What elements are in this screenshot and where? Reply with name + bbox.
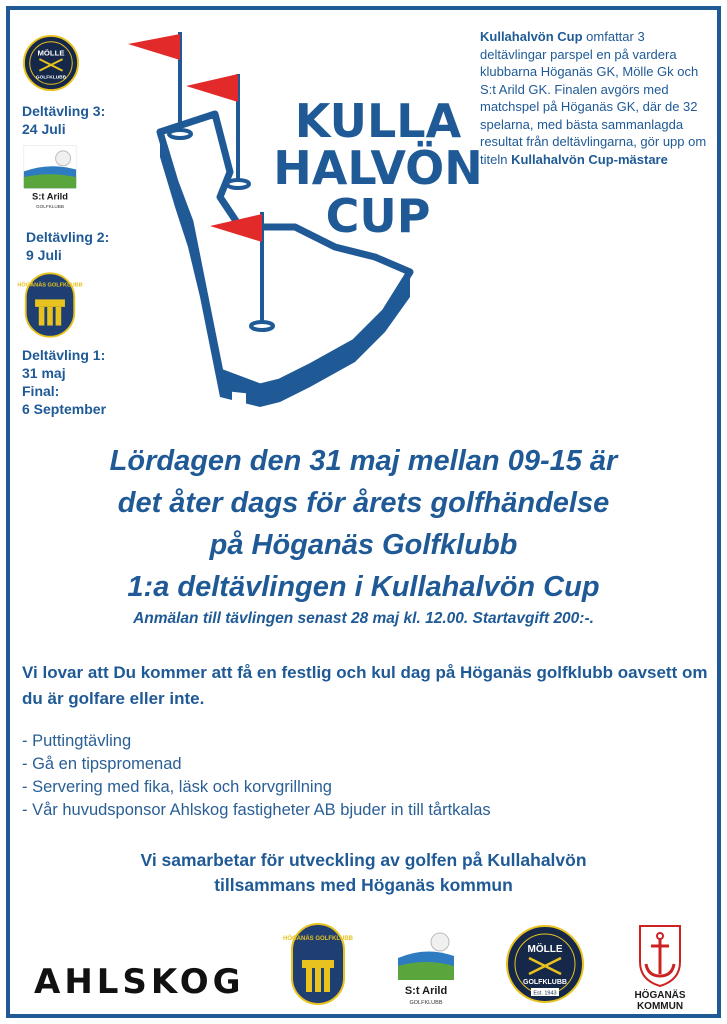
hoganas-logo-text-bottom: HÖGANÄS GOLFKLUBB [283,936,353,942]
kommun-logo-line1: HÖGANÄS [634,990,686,1001]
list-item: - Vår huvudsponsor Ahlskog fastigheter AB bjuder in till tårtkalas [22,801,491,819]
intro-body: omfattar 3 deltävlingar parspel en på vardera klubbarna Höganäs GK, Mölle Gk och S:t Arild GK. Finalen avgörs med matchspel på Höganäs GK, där de 32 spelarna, med bästa sammanlagda resultat från deltävlingarna, gör upp om titeln [480,29,707,167]
closing-statement [16,848,711,898]
intro-bold-cup-name: Kullahalvön Cup [480,29,583,44]
registration-info: Anmälan till tävlingen senast 28 maj kl. 12.00. Startavgift 200:-. [133,610,594,627]
starild-logo-sub-bottom: GOLFKLUBB [409,1000,443,1006]
kullahalvon-cup-graphic [120,22,483,422]
molle-logo-bottom-text: GOLFKLUBB [35,75,67,81]
round1-label: Deltävling 1: [22,347,106,363]
molle-logo-bottom-text-bottom: GOLFKLUBB [523,979,567,986]
list-item: - Puttingtävling [22,732,132,750]
headline-line4: 1:a deltävlingen i Kullahalvön Cup [127,571,600,603]
final-label: Final: [22,383,60,399]
cup-title-line2: HALVÖN [273,141,483,195]
flag-1-icon [128,32,191,138]
intro-bold-title: Kullahalvön Cup-mästare [511,151,668,167]
headline-line1: Lördagen den 31 maj mellan 09-15 är [109,445,618,477]
final-date: 6 September [22,401,107,417]
hoganas-golfklubb-logo-bottom [283,922,353,1006]
headline-line2: det åter dags för årets golfhändelse [117,487,610,519]
cup-intro-text [480,28,712,168]
ahlskog-logo: AHLSKOG [34,962,245,1002]
hoganas-golfklubb-logo [17,270,83,340]
starild-golfklubb-logo-bottom [396,922,456,1008]
activity-list [22,730,712,822]
starild-logo-sub: GOLFKLUBB [36,203,64,209]
starild-golfklubb-logo [22,142,78,212]
list-item: - Servering med fika, läsk och korvgrillning [22,778,332,796]
molle-logo-est: Est. 1943 [533,990,557,997]
event-promise: Vi lovar att Du kommer att få en festlig och kul dag på Höganäs golfklubb oavsett om du är golfare eller inte. [22,663,708,708]
closing-line2: tillsammans med Höganäs kommun [214,875,513,895]
molle-logo-top-text-bottom: MÖLLE [527,944,563,955]
event-body [22,660,712,822]
hoganas-logo-text: HÖGANÄS GOLFKLUBB [17,282,83,289]
molle-golfklubb-logo-bottom [505,924,585,1004]
closing-line1: Vi samarbetar för utveckling av golfen på Kullahalvön [140,850,587,870]
hoganas-kommun-logo [624,922,696,1012]
starild-logo-name-bottom: S:t Arild [404,985,448,997]
round2-date: 9 Juli [26,247,62,263]
round2-label: Deltävling 2: [26,229,110,245]
round3-label: Deltävling 3: [22,103,106,119]
molle-golfklubb-logo [22,34,80,92]
round3-date: 24 Juli [22,121,66,137]
molle-logo-top-text: MÖLLE [37,48,65,58]
event-headline [16,440,711,630]
list-item: - Gå en tipspromenad [22,755,182,773]
headline-line3: på Höganäs Golfklubb [209,529,518,561]
starild-logo-name: S:t Arild [32,191,68,202]
cup-title-line3: CUP [325,189,431,243]
kommun-logo-line2: KOMMUN [636,1001,684,1012]
round1-date: 31 maj [22,365,66,381]
cup-title-line1: KULLA [294,94,462,148]
